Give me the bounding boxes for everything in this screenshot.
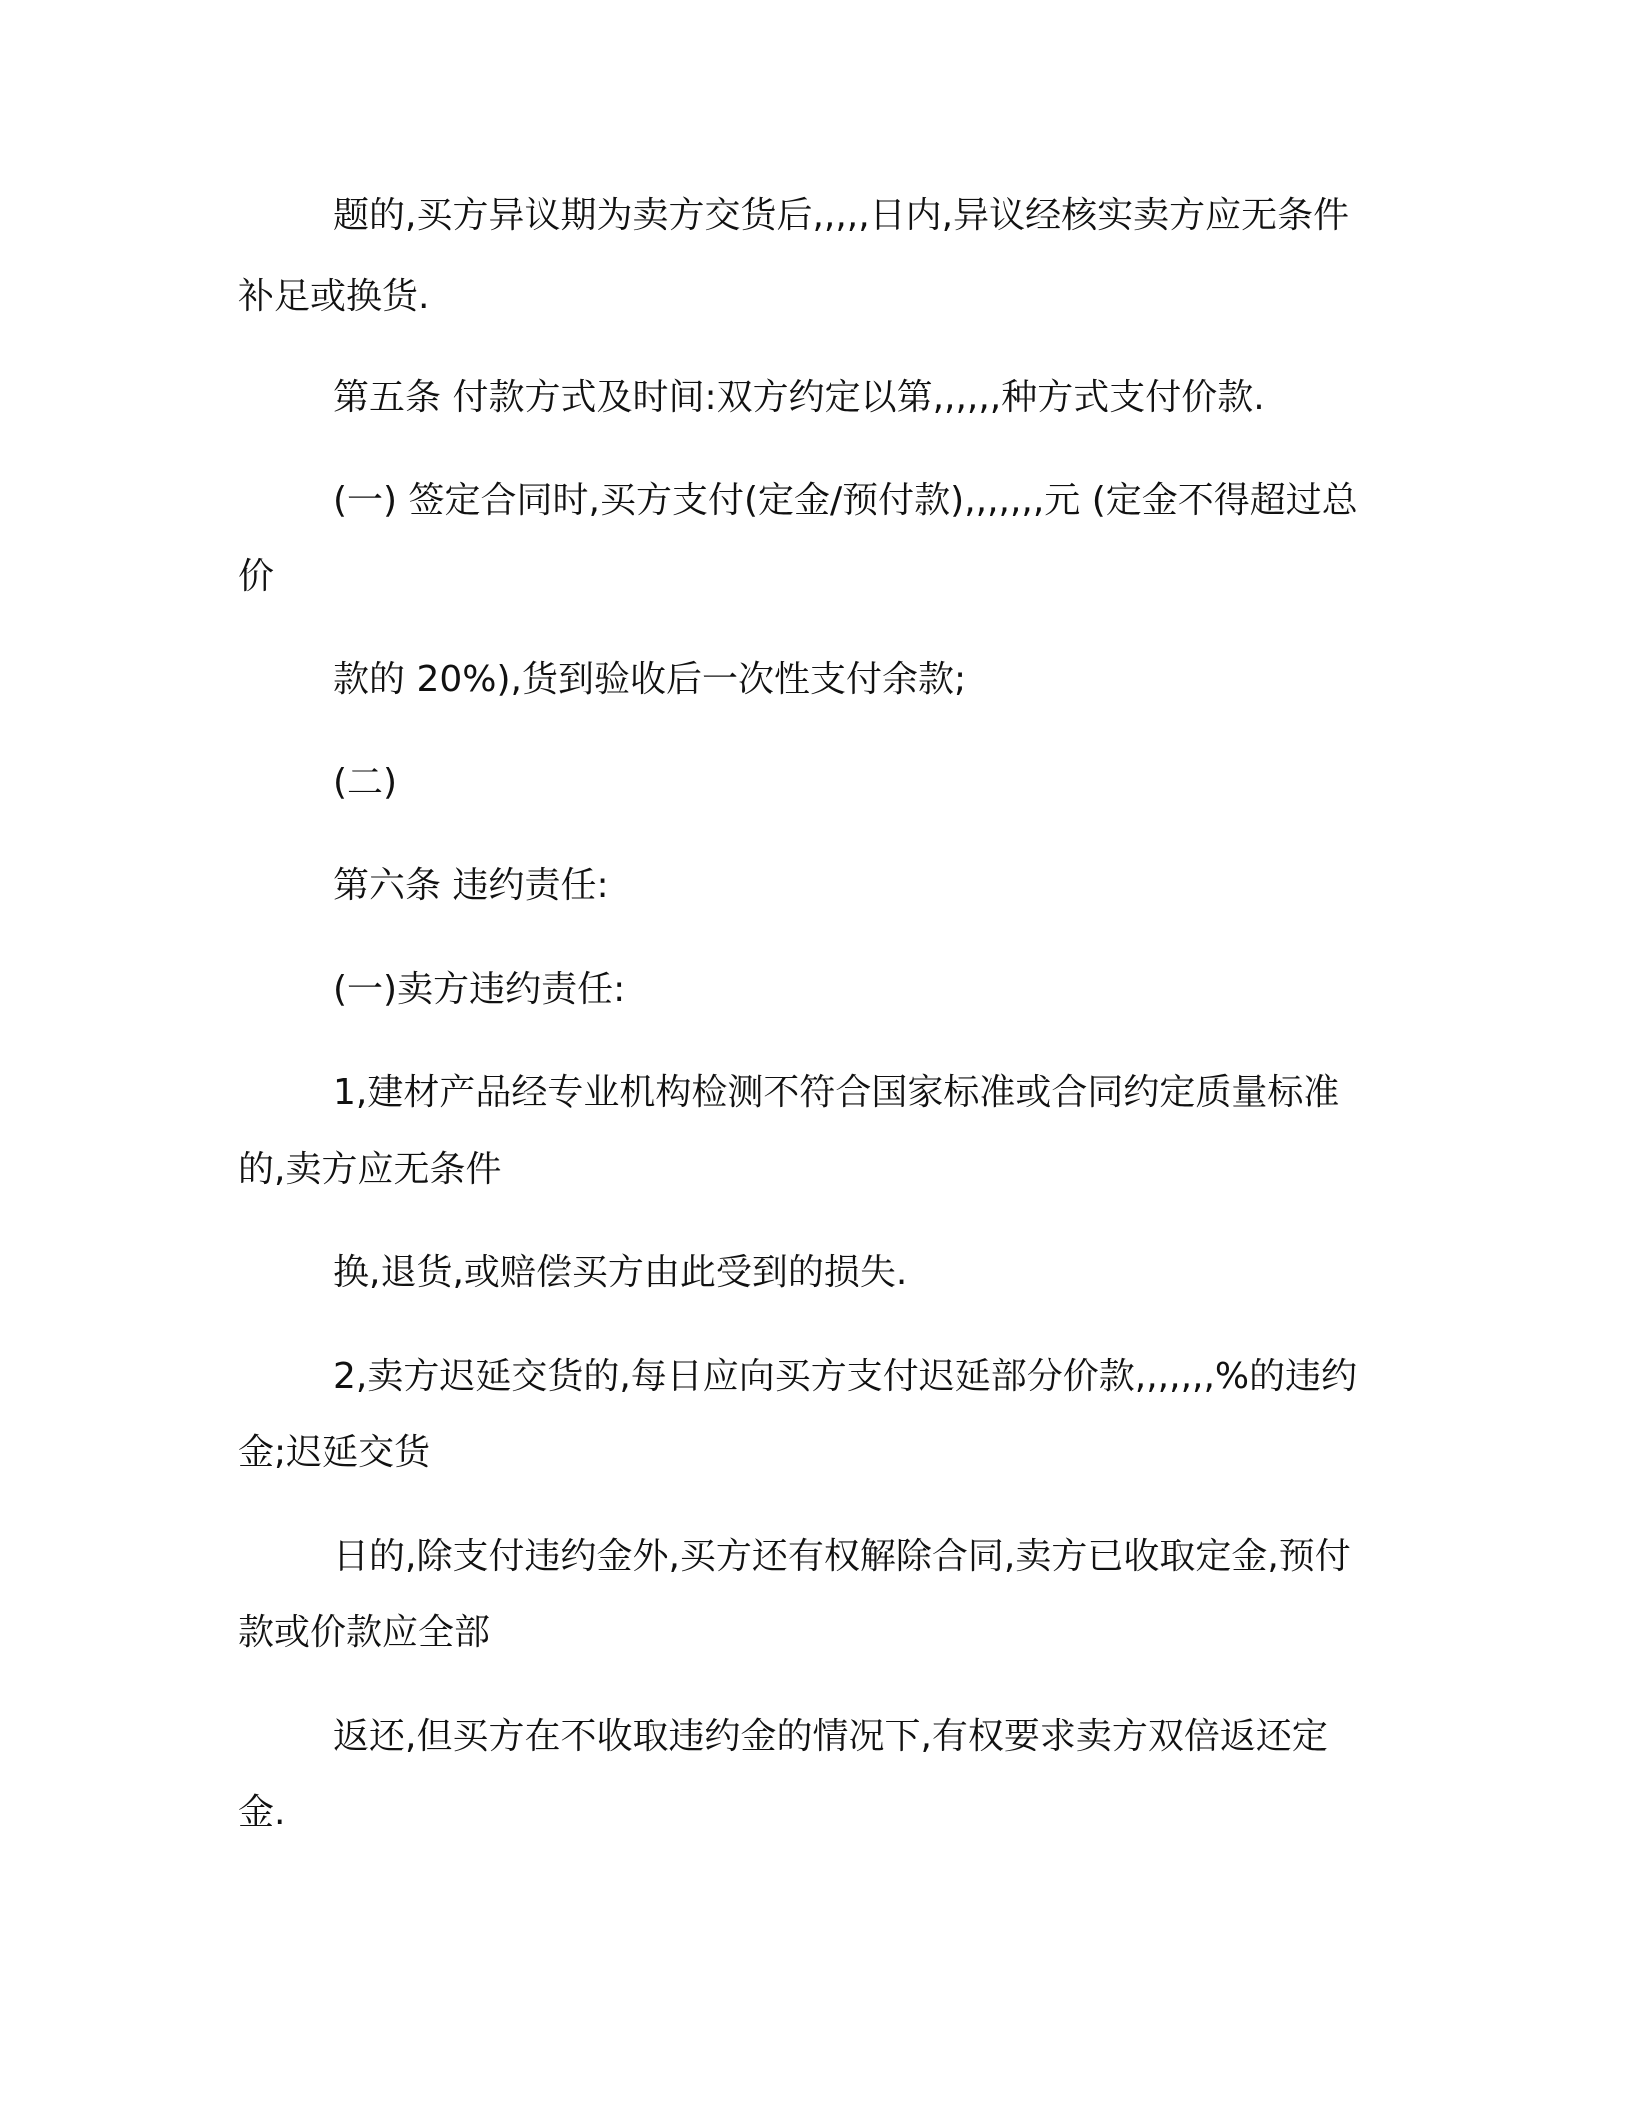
- paragraph-line: 金.: [238, 1792, 286, 1833]
- paragraph-line: 价: [238, 556, 275, 597]
- paragraph-line: 的,卖方应无条件: [238, 1149, 502, 1190]
- paragraph-line: 日的,除支付违约金外,买方还有权解除合同,卖方已收取定金,预付: [333, 1536, 1351, 1577]
- paragraph-line: 2,卖方迟延交货的,每日应向买方支付迟延部分价款,,,,,,,%的违约: [333, 1356, 1358, 1397]
- paragraph-line: (一)卖方违约责任:: [333, 969, 626, 1010]
- paragraph-line: (二): [333, 762, 398, 803]
- paragraph-line: 返还,但买方在不收取违约金的情况下,有权要求卖方双倍返还定: [333, 1716, 1328, 1757]
- paragraph-line: 款或价款应全部: [238, 1612, 491, 1653]
- paragraph-line: 换,退货,或赔偿买方由此受到的损失.: [333, 1252, 908, 1293]
- paragraph-line: 补足或换货.: [238, 276, 430, 317]
- paragraph-line: 第五条 付款方式及时间:双方约定以第,,,,,,种方式支付价款.: [333, 377, 1265, 418]
- paragraph-line: 题的,买方异议期为卖方交货后,,,,,日内,异议经核实卖方应无条件: [333, 195, 1350, 236]
- paragraph-line: (一) 签定合同时,买方支付(定金/预付款),,,,,,,元 (定金不得超过总: [333, 480, 1358, 521]
- paragraph-line: 款的 20%),货到验收后一次性支付余款;: [333, 659, 967, 700]
- paragraph-line: 第六条 违约责任:: [333, 865, 609, 906]
- paragraph-line: 1,建材产品经专业机构检测不符合国家标准或合同约定质量标准: [333, 1072, 1340, 1113]
- paragraph-line: 金;迟延交货: [238, 1432, 431, 1473]
